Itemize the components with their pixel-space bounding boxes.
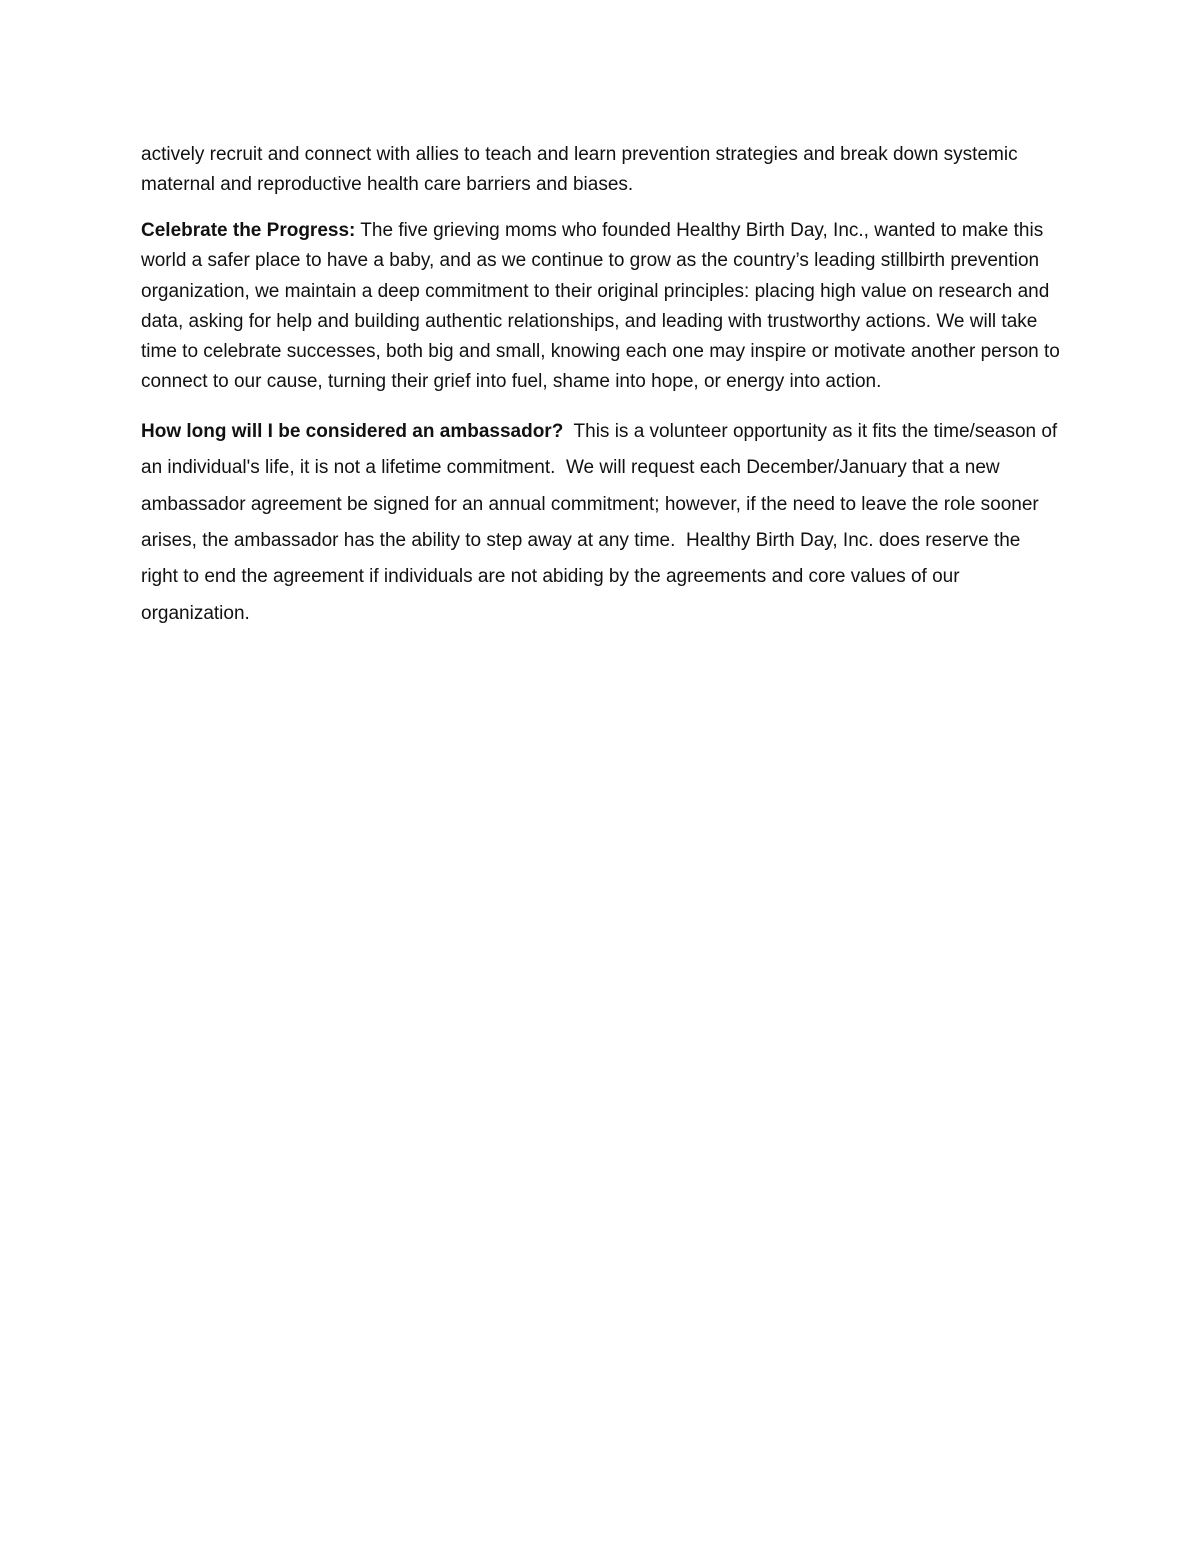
ambassador-duration-text: This is a volunteer opportunity as it fits the time/season of an individual's life, it is not a lifetime commitment. We will request each December/January that a new ambassador agreement be signed for an annual commitment; however, if the need to leave the role sooner arises, the ambassador has the ability to step away at any time. Healthy Birth Day, Inc. does reserve the right to end the agreement if individuals are not abiding by the agreements and core values of our organization. xyxy=(141,420,1063,624)
paragraph-ambassador-duration xyxy=(141,414,1061,632)
paragraph-allies xyxy=(141,140,1061,200)
paragraph-allies-text: actively recruit and connect with allies to teach and learn prevention strategies and break down systemic maternal and reproductive health care barriers and biases. xyxy=(141,144,1018,195)
celebrate-progress-text: The five grieving moms who founded Healthy Birth Day, Inc., wanted to make this world a safer place to have a baby, and as we continue to grow as the country’s leading stillbirth prevention organization, we maintain a deep commitment to their original principles: placing high value on research and data, asking for help and building authentic relationships, and leading with trustworthy actions. We will take time to celebrate successes, both big and small, knowing each one may inspire or motivate another person to connect to our cause, turning their grief into fuel, shame into hope, or energy into action. xyxy=(141,220,1060,393)
paragraph-celebrate-progress xyxy=(141,216,1061,398)
ambassador-duration-heading: How long will I be considered an ambassador? xyxy=(141,420,564,442)
celebrate-progress-heading: Celebrate the Progress: xyxy=(141,220,356,241)
document-body xyxy=(141,140,1061,632)
